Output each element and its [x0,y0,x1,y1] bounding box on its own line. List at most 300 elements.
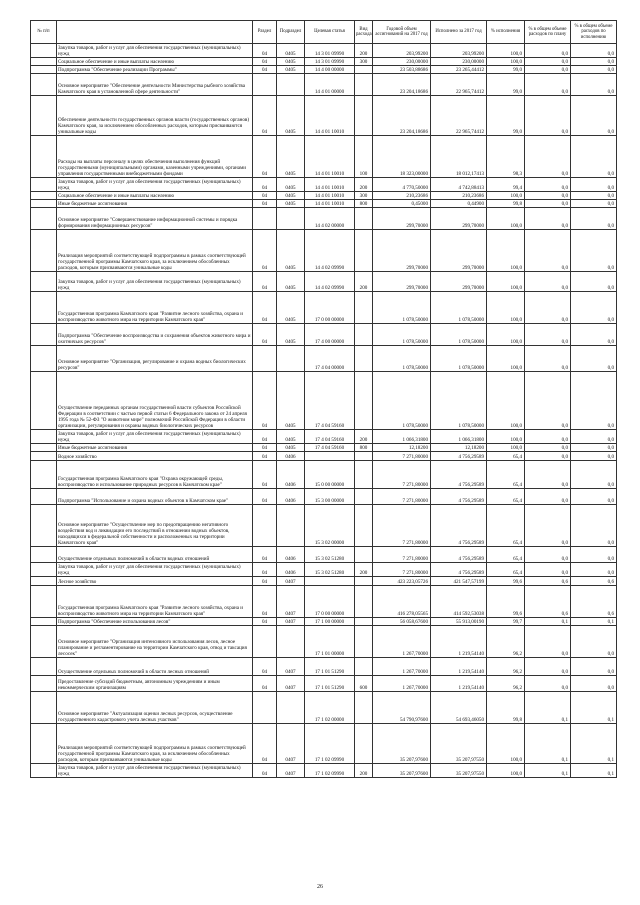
cell-pct: 65,4 [487,489,525,505]
cell-num [31,658,57,676]
cell-fact: 1 078,50000 [431,324,487,346]
cell-pct: 100,0 [487,272,525,292]
cell-pct: 99,0 [487,66,525,74]
cell-share-fact: 0,6 [571,577,617,586]
table-row [31,272,617,292]
cell-vr: 300 [355,192,373,200]
cell-pct: 100,0 [487,346,525,372]
table-row [31,676,617,692]
table-row [31,200,617,208]
cell-share-fact: 0,0 [571,200,617,208]
cell-vr [355,346,373,372]
cell-share-fact: 0,0 [571,58,617,66]
cell-name: Государственная программа Камчатского края "Охрана окружающей среды, воспроизводство и использование природных ресурсов в Камчатском крае" [57,461,253,489]
cell-share-fact: 0,1 [571,692,617,724]
cell-num [31,272,57,292]
cell-podrazdel: 0405 [277,44,305,58]
cell-plan: 18 323,00000 [373,136,431,178]
cell-csr: 17 4 04 59160 [305,444,355,452]
cell-num [31,676,57,692]
cell-num [31,430,57,444]
table-row [31,44,617,58]
cell-num [31,192,57,200]
cell-vr [355,324,373,346]
cell-vr [355,586,373,618]
cell-plan: 7 271,80000 [373,489,431,505]
cell-vr [355,96,373,136]
cell-vr [355,452,373,461]
cell-num [31,136,57,178]
table-row [31,452,617,461]
cell-fact: 4 756,29589 [431,461,487,489]
cell-num [31,346,57,372]
cell-podrazdel: 0407 [277,577,305,586]
cell-name: Лесное хозяйство [57,577,253,586]
cell-share-fact: 0,0 [571,452,617,461]
cell-name: Иные бюджетные ассигнования [57,444,253,452]
cell-share-plan: 0,0 [525,676,571,692]
cell-plan: 4 770,50000 [373,178,431,192]
cell-num [31,178,57,192]
cell-pct: 65,4 [487,563,525,577]
cell-pct: 99,0 [487,96,525,136]
cell-plan: 1 078,50000 [373,346,431,372]
cell-plan: 0,45000 [373,200,431,208]
cell-num [31,505,57,547]
cell-plan: 299,70000 [373,272,431,292]
cell-share-fact: 0,0 [571,505,617,547]
cell-pct: 65,4 [487,547,525,563]
cell-pct: 100,0 [487,444,525,452]
table-row [31,764,617,778]
cell-share-fact: 0,0 [571,676,617,692]
cell-name: Основное мероприятие "Организация интенсивного использования лесов, лесное планирование и регламентирование на территории Камчатского края, отвод и таксация лесосек" [57,626,253,658]
cell-podrazdel: 0405 [277,444,305,452]
cell-plan: 54 790,97600 [373,692,431,724]
cell-fact: 299,70000 [431,272,487,292]
cell-csr: 14 4 01 00000 [305,74,355,96]
cell-podrazdel: 0405 [277,66,305,74]
cell-csr: 14 4 01 10010 [305,96,355,136]
cell-share-plan: 0,0 [525,44,571,58]
cell-plan: 416 278,05565 [373,586,431,618]
cell-pct: 100,0 [487,430,525,444]
cell-fact: 22 965,74412 [431,96,487,136]
table-row [31,136,617,178]
cell-pct: 99,8 [487,200,525,208]
cell-vr [355,489,373,505]
cell-num [31,200,57,208]
table-row [31,346,617,372]
cell-podrazdel: 0407 [277,724,305,764]
table-row [31,586,617,618]
cell-csr: 17 4 04 00000 [305,346,355,372]
cell-vr: 200 [355,563,373,577]
cell-share-plan: 0,0 [525,461,571,489]
cell-num [31,724,57,764]
cell-num [31,626,57,658]
cell-share-plan: 0,1 [525,618,571,626]
cell-podrazdel [277,505,305,547]
cell-vr: 200 [355,44,373,58]
table-row [31,461,617,489]
cell-vr [355,292,373,324]
cell-name: Закупка товаров, работ и услуг для обеспечения государственных (муниципальных) нужд [57,430,253,444]
cell-pct: 100,0 [487,192,525,200]
cell-podrazdel: 0405 [277,430,305,444]
cell-share-plan: 0,0 [525,505,571,547]
table-row [31,192,617,200]
cell-num [31,208,57,230]
cell-share-plan: 0,0 [525,444,571,452]
cell-podrazdel [277,626,305,658]
cell-plan: 7 271,80000 [373,547,431,563]
cell-num [31,74,57,96]
cell-plan: 423 223,05726 [373,577,431,586]
cell-csr: 17 0 00 00000 [305,292,355,324]
cell-plan: 1 267,70000 [373,658,431,676]
cell-share-fact: 0,0 [571,96,617,136]
cell-razdel [253,208,277,230]
cell-vr [355,658,373,676]
cell-share-fact: 0,0 [571,208,617,230]
cell-fact: 299,70000 [431,230,487,272]
cell-share-fact: 0,0 [571,66,617,74]
cell-share-plan: 0,0 [525,452,571,461]
cell-podrazdel: 0405 [277,292,305,324]
header-fact: Исполнено за 2017 год [431,21,487,44]
cell-share-plan: 0,6 [525,577,571,586]
cell-csr: 17 1 01 00000 [305,626,355,658]
cell-podrazdel: 0407 [277,764,305,778]
cell-share-plan: 0,0 [525,178,571,192]
cell-name: Закупка товаров, работ и услуг для обеспечения государственных (муниципальных) нужд [57,178,253,192]
cell-name: Государственная программа Камчатского края "Развитие лесного хозяйства, охрана и воспроизводство животного мира на территории Камчатского края" [57,292,253,324]
cell-podrazdel: 0405 [277,200,305,208]
cell-csr: 17 1 02 09990 [305,724,355,764]
cell-vr: 800 [355,444,373,452]
cell-name: Предоставление субсидий бюджетным, автономным учреждениям и иным некоммерческим организациям [57,676,253,692]
cell-fact: 18 012,17413 [431,136,487,178]
cell-name: Закупка товаров, работ и услуг для обеспечения государственных (муниципальных) нужд [57,764,253,778]
cell-razdel: 04 [253,452,277,461]
cell-razdel: 04 [253,430,277,444]
table-row [31,66,617,74]
cell-name: Подпрограмма "Обеспечение использования лесов" [57,618,253,626]
cell-fact: 1 219,54140 [431,676,487,692]
cell-share-plan: 0,0 [525,272,571,292]
cell-podrazdel [277,692,305,724]
cell-csr: 14 4 01 10010 [305,178,355,192]
cell-pct: 99,7 [487,618,525,626]
header-podrazdel: Подраздел [277,21,305,44]
cell-share-fact: 0,6 [571,586,617,618]
cell-num [31,461,57,489]
cell-razdel: 04 [253,66,277,74]
header-vr: Вид расхода [355,21,373,44]
cell-podrazdel: 0405 [277,58,305,66]
header-razdel: Раздел [253,21,277,44]
cell-plan: 12,18200 [373,444,431,452]
cell-plan: 23 204,18686 [373,74,431,96]
cell-share-fact: 0,0 [571,192,617,200]
cell-pct: 100,0 [487,724,525,764]
table-row [31,626,617,658]
cell-num [31,563,57,577]
table-row [31,178,617,192]
cell-csr: 17 4 04 59160 [305,430,355,444]
cell-fact: 1 219,54140 [431,626,487,658]
cell-plan: 35 207,97600 [373,724,431,764]
cell-share-fact: 0,0 [571,272,617,292]
cell-razdel: 04 [253,292,277,324]
cell-fact: 23 265,44412 [431,66,487,74]
cell-share-plan: 0,0 [525,563,571,577]
cell-name: Социальное обеспечение и иные выплаты населению [57,58,253,66]
table-row [31,58,617,66]
cell-share-plan: 0,0 [525,208,571,230]
cell-num [31,372,57,430]
table-row [31,292,617,324]
cell-plan: 1 267,70000 [373,676,431,692]
cell-razdel: 04 [253,136,277,178]
cell-share-plan: 0,0 [525,489,571,505]
cell-fact: 1 219,54140 [431,658,487,676]
cell-name: Реализация мероприятий соответствующей подпрограммы в рамках соответствующей государственной программы Камчатского края, за исключением обособленных расходов, которым присваиваются уникальные коды [57,230,253,272]
cell-fact: 1 078,50000 [431,346,487,372]
cell-podrazdel: 0405 [277,272,305,292]
cell-csr [305,577,355,586]
cell-name: Закупка товаров, работ и услуг для обеспечения государственных (муниципальных) нужд [57,272,253,292]
cell-share-fact: 0,0 [571,346,617,372]
cell-csr: 17 1 01 51290 [305,658,355,676]
cell-share-plan: 0,6 [525,586,571,618]
cell-vr [355,505,373,547]
cell-podrazdel: 0405 [277,230,305,272]
cell-pct: 100,0 [487,208,525,230]
cell-vr [355,724,373,764]
cell-plan: 299,70000 [373,208,431,230]
table-header-row [31,21,617,44]
cell-pct: 96,2 [487,658,525,676]
cell-pct: 99,8 [487,692,525,724]
cell-share-plan: 0,0 [525,372,571,430]
cell-podrazdel: 0407 [277,618,305,626]
cell-share-plan: 0,0 [525,430,571,444]
cell-name: Подпрограмма "Обеспечение реализации Программы" [57,66,253,74]
table-row [31,577,617,586]
cell-pct: 100,0 [487,324,525,346]
cell-razdel [253,346,277,372]
cell-num [31,586,57,618]
cell-fact: 421 547,57199 [431,577,487,586]
header-share-plan: % в общем объеме расходов по плану [525,21,571,44]
cell-pct: 99,4 [487,178,525,192]
cell-vr [355,461,373,489]
cell-plan: 35 207,97600 [373,764,431,778]
cell-plan: 1 078,50000 [373,292,431,324]
cell-razdel: 04 [253,658,277,676]
cell-csr: 15 3 02 51280 [305,547,355,563]
cell-share-plan: 0,0 [525,200,571,208]
cell-share-plan: 0,0 [525,58,571,66]
cell-podrazdel: 0407 [277,676,305,692]
cell-plan: 1 078,50000 [373,372,431,430]
cell-name: Подпрограмма "Обеспечение воспроизводства и сохранения объектов животного мира и охотничьих ресурсов" [57,324,253,346]
cell-pct: 100,0 [487,292,525,324]
cell-podrazdel: 0406 [277,563,305,577]
cell-pct: 96,2 [487,626,525,658]
cell-fact: 0,44900 [431,200,487,208]
cell-pct: 65,4 [487,452,525,461]
cell-name: Основное мероприятие "Совершенствование информационной системы и порядка формирования информационных ресурсов" [57,208,253,230]
cell-fact: 210,23686 [431,192,487,200]
cell-vr: 100 [355,136,373,178]
cell-pct: 100,0 [487,230,525,272]
cell-plan: 299,70000 [373,230,431,272]
cell-plan: 7 271,80000 [373,563,431,577]
table-row [31,208,617,230]
cell-share-fact: 0,0 [571,489,617,505]
cell-csr: 14 4 02 00000 [305,208,355,230]
cell-share-fact: 0,0 [571,626,617,658]
cell-name: Обеспечение деятельности государственных органов власти (государственных органов) Камчатского края, за исключением обособленных расходов, которым присваиваются уникальные коды [57,96,253,136]
cell-num [31,692,57,724]
cell-csr: 14 3 01 09990 [305,44,355,58]
cell-csr: 14 4 01 10010 [305,192,355,200]
table-body [31,44,617,778]
cell-podrazdel: 0406 [277,547,305,563]
cell-plan: 7 271,80000 [373,505,431,547]
cell-csr: 15 0 00 00000 [305,461,355,489]
cell-fact: 35 207,97550 [431,764,487,778]
cell-vr: 800 [355,200,373,208]
cell-num [31,618,57,626]
cell-fact: 54 693,46050 [431,692,487,724]
cell-pct: 96,2 [487,676,525,692]
cell-razdel: 04 [253,547,277,563]
cell-fact: 4 756,29589 [431,452,487,461]
cell-share-plan: 0,0 [525,74,571,96]
cell-fact: 4 742,88413 [431,178,487,192]
cell-share-fact: 0,0 [571,658,617,676]
cell-fact: 1 078,50000 [431,292,487,324]
cell-share-plan: 0,0 [525,292,571,324]
cell-share-plan: 0,1 [525,692,571,724]
cell-share-fact: 0,0 [571,563,617,577]
cell-pct: 100,0 [487,44,525,58]
cell-fact: 4 756,29589 [431,563,487,577]
cell-vr: 600 [355,676,373,692]
cell-share-plan: 0,0 [525,346,571,372]
cell-name: Основное мероприятие "Осуществление мер по предотвращению негативного воздействия вод и ликвидации его последствий в отношении водных объектов, находящихся в федеральной собственности и расположенных на территории Камчатского края" [57,505,253,547]
cell-podrazdel: 0406 [277,489,305,505]
cell-name: Социальное обеспечение и иные выплаты населению [57,192,253,200]
header-name [57,21,253,44]
cell-razdel: 04 [253,178,277,192]
cell-csr: 15 3 02 51280 [305,563,355,577]
header-share-fact: % в общем объеме расходов по исполнению [571,21,617,44]
cell-vr: 200 [355,178,373,192]
table-row [31,444,617,452]
cell-pct: 65,4 [487,461,525,489]
cell-fact: 414 592,53038 [431,586,487,618]
budget-execution-table [30,20,617,778]
cell-num [31,489,57,505]
cell-razdel: 04 [253,324,277,346]
cell-vr [355,547,373,563]
cell-pct: 100,0 [487,372,525,430]
cell-pct: 99,6 [487,577,525,586]
cell-share-fact: 0,0 [571,461,617,489]
cell-share-fact: 0,0 [571,178,617,192]
cell-razdel: 04 [253,58,277,66]
cell-podrazdel [277,74,305,96]
cell-name: Основное мероприятие "Актуализация оценки лесных ресурсов, осуществление государственного кадастрового учета лесных участков" [57,692,253,724]
header-plan: Годовой объем ассигнований на 2017 год [373,21,431,44]
cell-plan: 23 503,88686 [373,66,431,74]
cell-csr: 15 3 02 00000 [305,505,355,547]
cell-razdel: 04 [253,96,277,136]
cell-fact: 4 756,29589 [431,505,487,547]
cell-share-fact: 0,1 [571,764,617,778]
cell-podrazdel: 0405 [277,192,305,200]
cell-fact: 230,00000 [431,58,487,66]
cell-name: Основное мероприятие "Обеспечение деятельности Министерства рыбного хозяйства Камчатского края в установленной сфере деятельности" [57,74,253,96]
cell-vr [355,230,373,272]
cell-podrazdel [277,208,305,230]
cell-vr: 300 [355,58,373,66]
cell-share-plan: 0,1 [525,764,571,778]
cell-share-fact: 0,0 [571,430,617,444]
cell-razdel: 04 [253,618,277,626]
cell-razdel: 04 [253,272,277,292]
cell-razdel: 04 [253,444,277,452]
cell-pct: 99,6 [487,586,525,618]
cell-podrazdel: 0405 [277,372,305,430]
cell-csr: 17 1 02 09990 [305,764,355,778]
cell-share-plan: 0,1 [525,724,571,764]
table-row [31,658,617,676]
cell-vr: 200 [355,764,373,778]
cell-podrazdel: 0405 [277,178,305,192]
cell-vr [355,74,373,96]
cell-share-fact: 0,1 [571,618,617,626]
cell-razdel [253,74,277,96]
table-row [31,563,617,577]
cell-podrazdel: 0406 [277,452,305,461]
cell-plan: 230,00000 [373,58,431,66]
cell-csr: 14 4 01 10010 [305,136,355,178]
cell-vr [355,208,373,230]
cell-name: Осуществление отдельных полномочий в области водных отношений [57,547,253,563]
cell-vr: 200 [355,430,373,444]
cell-num [31,764,57,778]
header-pct: % исполнения [487,21,525,44]
cell-fact: 22 965,74412 [431,74,487,96]
cell-podrazdel: 0405 [277,324,305,346]
header-csr: Целевая статья [305,21,355,44]
cell-razdel: 04 [253,563,277,577]
budget-table-page [30,20,616,778]
cell-name: Подпрограмма "Использование и охрана водных объектов в Камчатском крае" [57,489,253,505]
cell-num [31,230,57,272]
cell-share-plan: 0,0 [525,192,571,200]
cell-vr [355,618,373,626]
cell-num [31,577,57,586]
cell-share-plan: 0,0 [525,96,571,136]
cell-csr: 14 4 01 10010 [305,200,355,208]
